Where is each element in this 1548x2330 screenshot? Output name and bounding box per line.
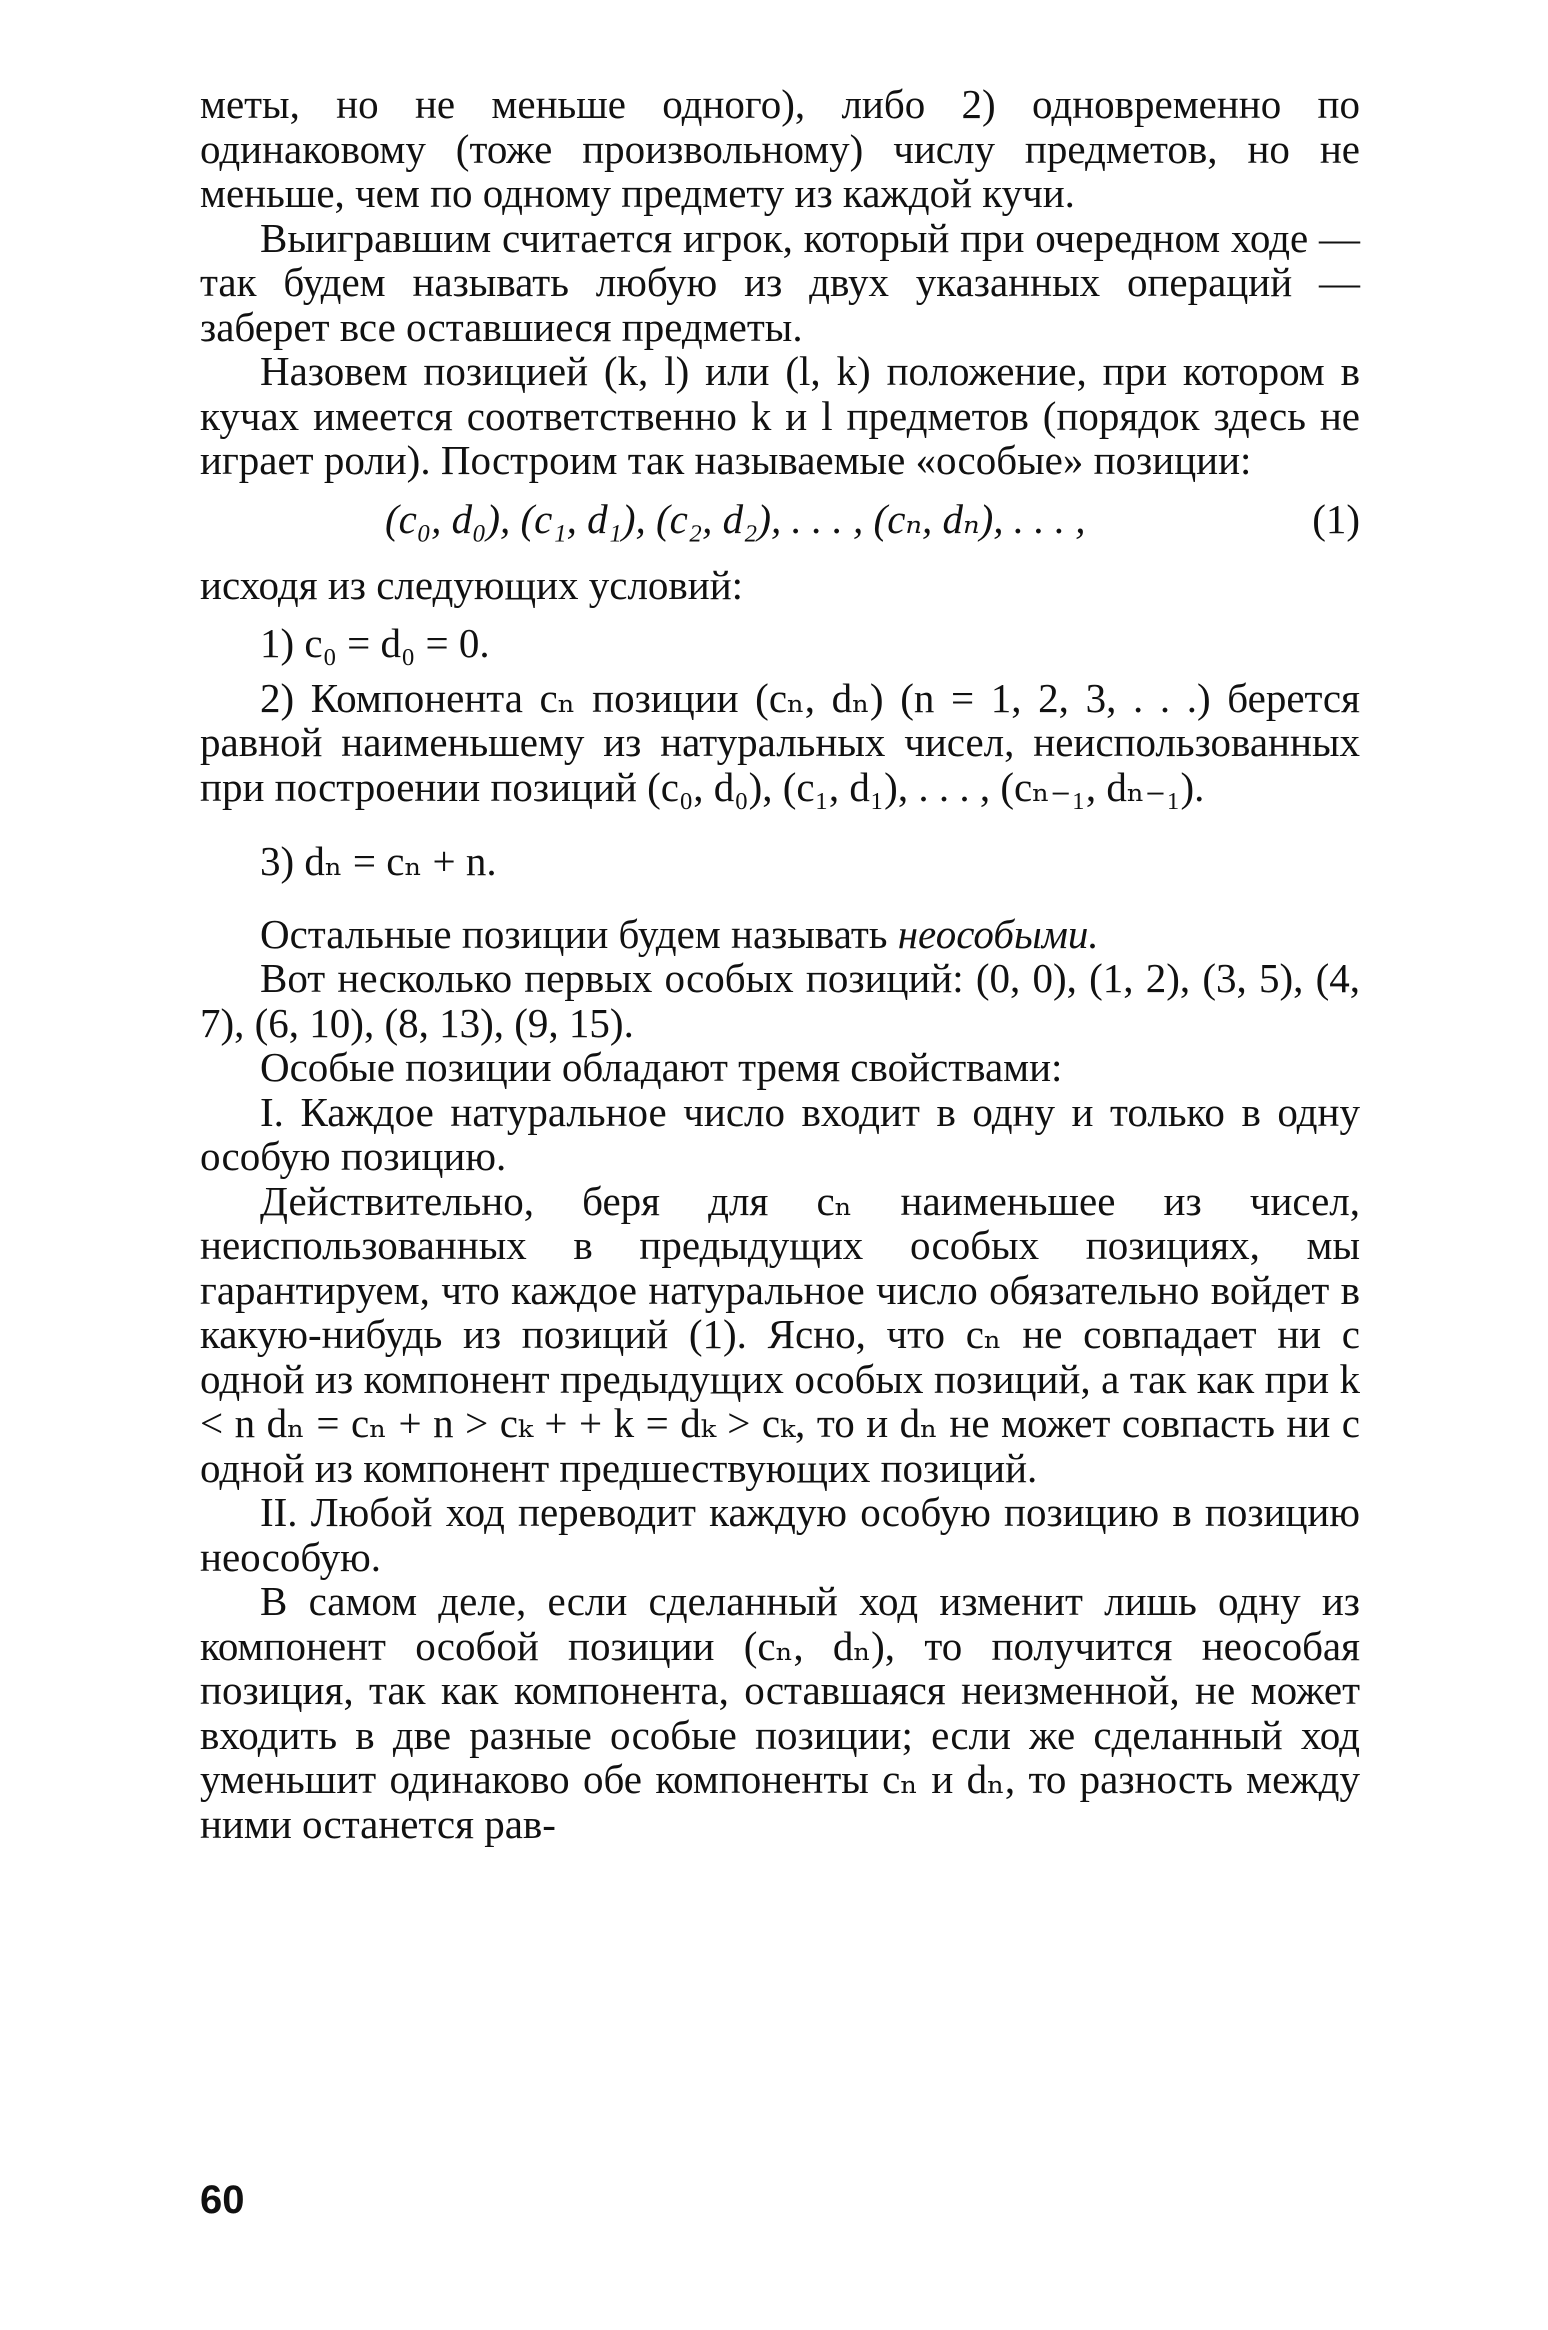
paragraph-4: исходя из следующих условий: bbox=[200, 561, 744, 608]
paragraph-3: Назовем позицией (k, l) или (l, k) положение, при котором в кучах имеется соответственно k и l предметов (порядок здесь не играет роли). Построим так называемые «особые» позиции: bbox=[200, 348, 1360, 483]
term-nonspecial: неособыми. bbox=[897, 910, 1099, 957]
condition-1: 1) c₀ = d₀ = 0. bbox=[260, 620, 490, 666]
paragraph-11: В самом деле, если сделанный ход изменит лишь одну из компонент особой позиции (cₙ, dₙ), то получится неособая позиция, так как компонента, оставшаяся неизменной, не может входить в две разные особые позиции; если же сделанный ход уменьшит одинаково обе компоненты cₙ и dₙ, то разность между ними останется рав- bbox=[200, 1578, 1360, 1847]
formula-body: (c₀, d₀), (c₁, d₁), (c₂, d₂), . . . , (cₙ, dₙ), . . . , bbox=[385, 495, 1086, 542]
page-number: 60 bbox=[200, 2178, 245, 2222]
property-1: I. Каждое натуральное число входит в одну и только в одну особую позицию. bbox=[200, 1088, 1360, 1179]
formula-1 bbox=[200, 497, 1360, 557]
paragraph-5 bbox=[200, 912, 1360, 957]
paragraph-9: Действительно, беря для cₙ наименьшее из чисел, неиспользованных в предыдущих особых позициях, мы гарантируем, что каждое натуральное число обязательно войдет в какую-нибудь из позиций (1). Ясно, что cₙ не совпадает ни с одной из компонент предыдущих особых позиций, а так как при k < n dₙ = cₙ + n > cₖ + + k = dₖ > cₖ, то и dₙ не может совпасть ни с одной из компонент предшествующих позиций. bbox=[200, 1177, 1360, 1491]
property-2: II. Любой ход переводит каждую особую позицию в позицию неособую. bbox=[200, 1489, 1360, 1580]
paragraph-6: Вот несколько первых особых позиций: (0, 0), (1, 2), (3, 5), (4, 7), (6, 10), (8, 13), (9, 15). bbox=[200, 955, 1360, 1046]
page-body bbox=[200, 82, 1360, 1846]
condition-2: 2) Компонента cₙ позиции (cₙ, dₙ) (n = 1, 2, 3, . . .) берется равной наименьшему из натуральных чисел, неиспользованных при построении позиций (c₀, d₀), (c₁, d₁), . . . , (cₙ₋₁, dₙ₋₁). bbox=[200, 674, 1360, 810]
condition-3: 3) dₙ = cₙ + n. bbox=[260, 838, 497, 884]
paragraph-7: Особые позиции обладают тремя свойствами: bbox=[260, 1044, 1063, 1090]
paragraph-2: Выигравшим считается игрок, который при очередном ходе — так будем называть любую из двух указанных операций — заберет все оставшиеся предметы. bbox=[200, 214, 1360, 350]
paragraph-5-text: Остальные позиции будем называть bbox=[260, 910, 898, 957]
formula-number: (1) bbox=[1312, 495, 1360, 542]
paragraph-1: меты, но не меньше одного), либо 2) одновременно по одинаковому (тоже произвольному) числу предметов, но не меньше, чем по одному предмету из каждой кучи. bbox=[200, 81, 1360, 216]
